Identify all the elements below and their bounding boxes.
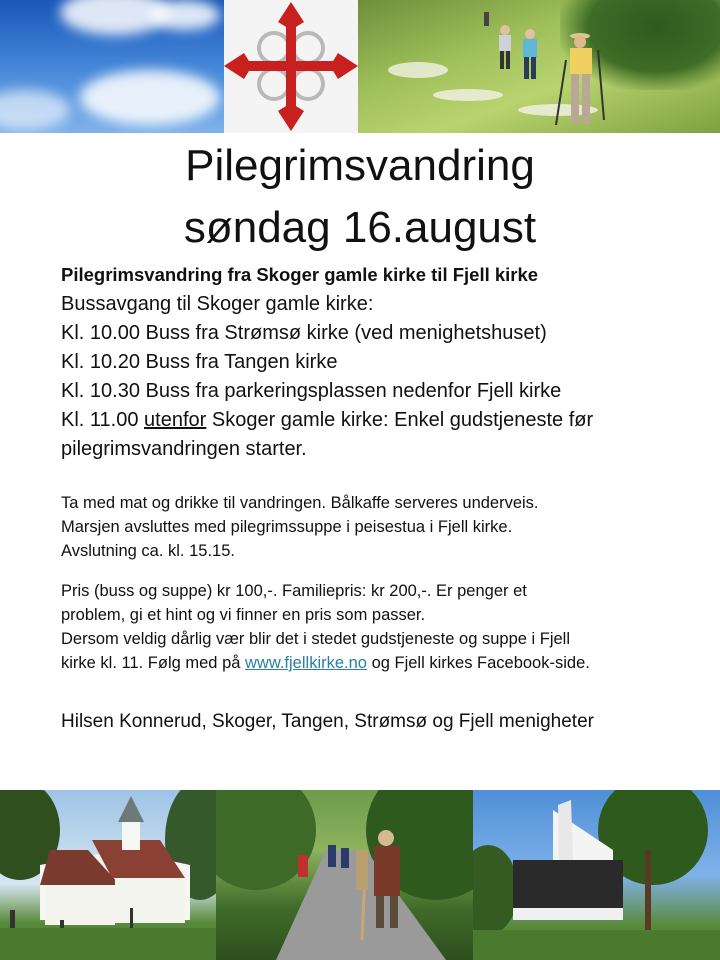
greeting: Hilsen Konnerud, Skoger, Tangen, Strømsø og Fjell menigheter <box>61 711 594 732</box>
skoger-church-photo <box>0 790 216 960</box>
price-line-last <box>61 652 590 676</box>
service-text: Skoger gamle kirke: Enkel gudstjeneste før <box>211 409 594 431</box>
page-title-line2: søndag 16.august <box>183 203 537 252</box>
route-heading: Pilegrimsvandring fra Skoger gamle kirke til Fjell kirke <box>61 264 539 285</box>
bus-intro: Bussavgang til Skoger gamle kirke: <box>61 293 374 315</box>
service-underlined: utenfor <box>144 409 207 431</box>
price-line: Dersom veldig dårlig vær blir det i stedet gudstjeneste og suppe i Fjell <box>61 630 571 648</box>
pilgrims-walking-photo <box>216 790 473 960</box>
cross-icon <box>224 0 358 133</box>
schedule-row <box>61 348 337 377</box>
schedule-text: Buss fra Tangen kirke <box>145 351 338 373</box>
price-line: Pris (buss og suppe) kr 100,-. Familiepris: kr 200,-. Er penger et <box>61 582 527 600</box>
sky-photo <box>0 0 224 133</box>
website-link[interactable]: www.fjellkirke.no <box>245 654 367 672</box>
hikers-meadow-photo <box>358 0 720 133</box>
schedule-row <box>61 377 561 406</box>
service-row-cont: pilegrimsvandringen starter. <box>61 438 307 460</box>
schedule-time: Kl. 10.00 <box>61 322 140 344</box>
info-line: Avslutning ca. kl. 15.15. <box>61 542 235 560</box>
info-line: Ta med mat og drikke til vandringen. Bålkaffe serveres underveis. <box>61 494 539 512</box>
service-time: Kl. 11.00 <box>61 409 139 431</box>
fjell-church-photo <box>473 790 720 960</box>
schedule-time: Kl. 10.20 <box>61 351 140 373</box>
schedule-row <box>61 319 547 348</box>
footer-image-strip <box>0 790 720 960</box>
service-row <box>61 406 593 435</box>
pilgrim-cross-logo <box>224 0 358 133</box>
schedule-text: Buss fra Strømsø kirke (ved menighetshuset) <box>145 322 547 344</box>
schedule-time: Kl. 10.30 <box>61 380 140 402</box>
price-last-suffix: og Fjell kirkes Facebook-side. <box>371 654 590 672</box>
price-last-prefix: kirke kl. 11. Følg med på <box>61 654 241 672</box>
header-image-strip <box>0 0 720 133</box>
price-line: problem, gi et hint og vi finner en pris som passer. <box>61 606 426 624</box>
schedule-text: Buss fra parkeringsplassen nedenfor Fjell kirke <box>145 380 562 402</box>
info-line: Marsjen avsluttes med pilegrimssuppe i peisestua i Fjell kirke. <box>61 518 513 536</box>
page-title-line1: Pilegrimsvandring <box>185 141 535 190</box>
